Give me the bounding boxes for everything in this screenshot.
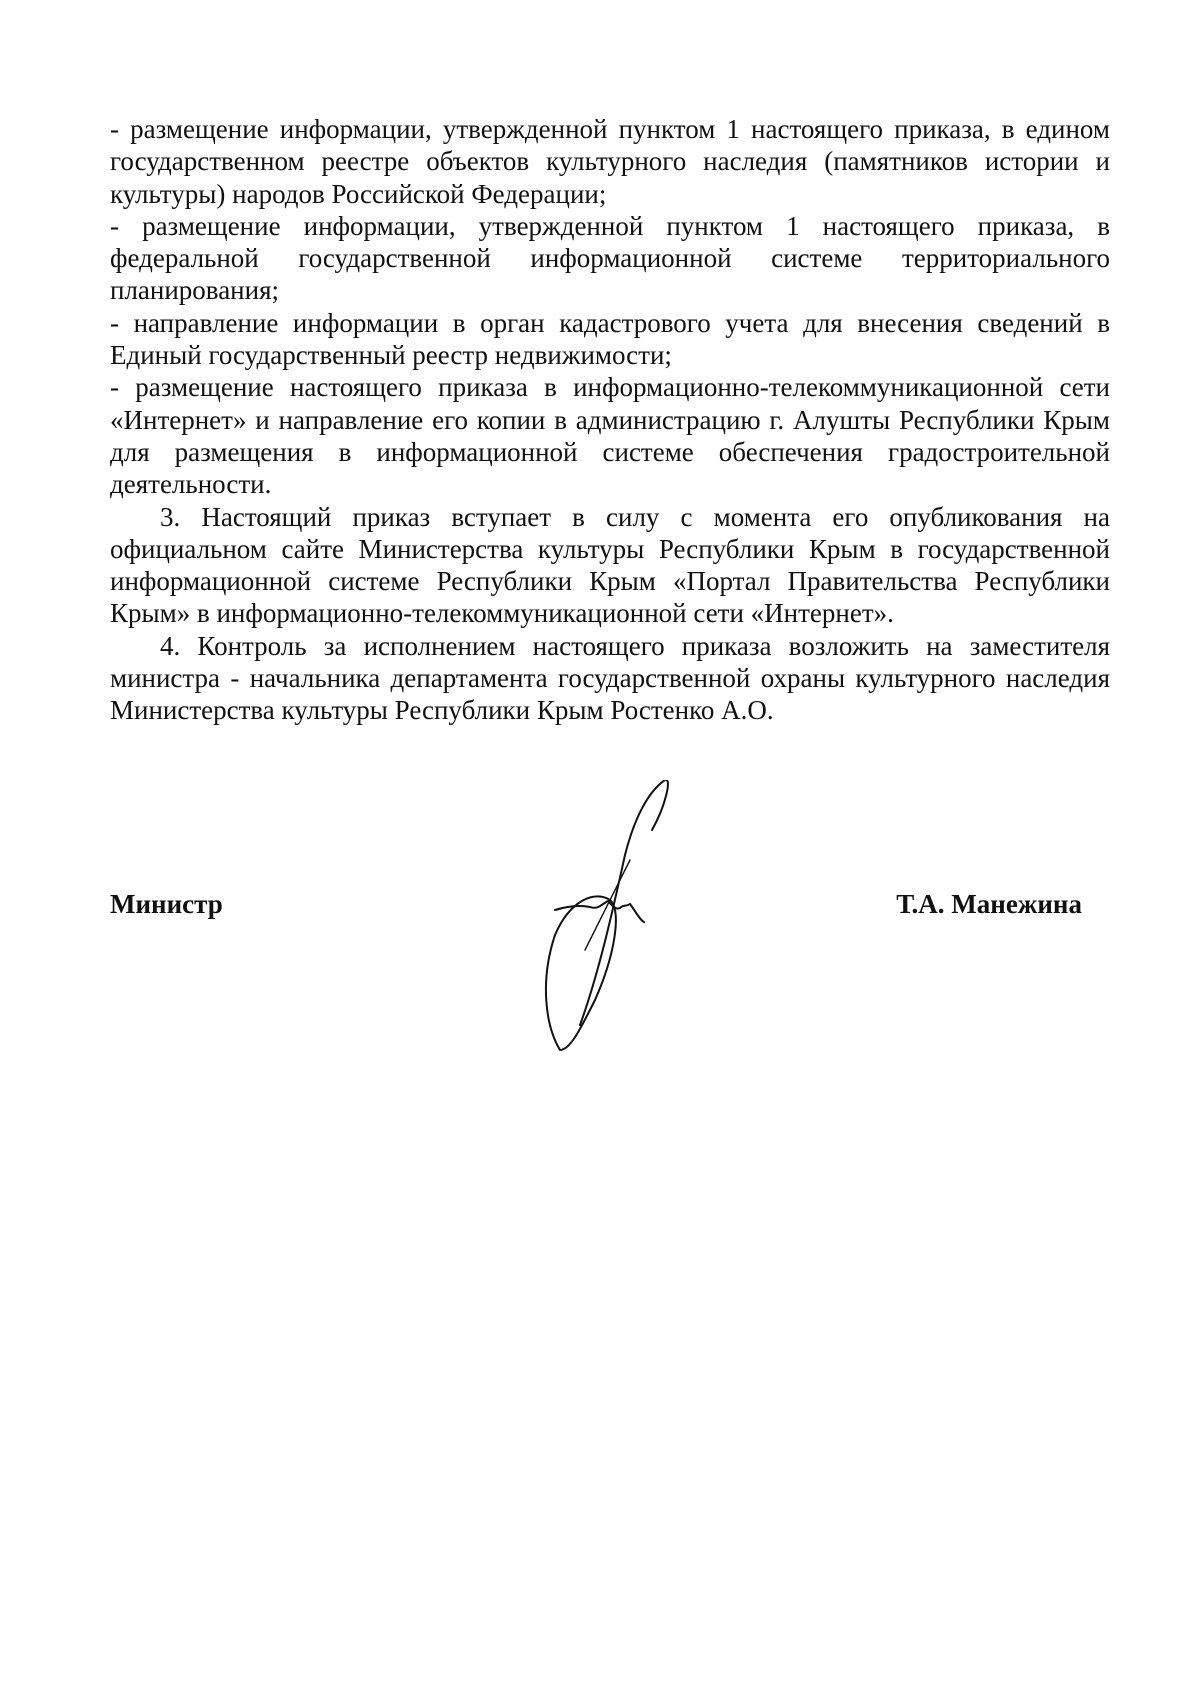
paragraph-item-4: 4. Контроль за исполнением настоящего приказа возложить на заместителя министра - начальника департамента государственной охраны культурного наследия Министерства культуры Республики Крым Ростенко А.О. <box>110 630 1110 726</box>
paragraph-bullet-internet: - размещение настоящего приказа в информационно-телекоммуникационной сети «Интернет» и направление его копии в администрацию г. Алушты Республики Крым для размещения в информационной системе обеспечения градостроительной деятельности. <box>110 372 1110 500</box>
paragraph-bullet-cadastre: - направление информации в орган кадастрового учета для внесения сведений в Единый государственный реестр недвижимости; <box>110 307 1110 371</box>
paragraph-bullet-fgis-tp: - размещение информации, утвержденной пунктом 1 настоящего приказа, в федеральной государственной информационной системе территориального планирования; <box>110 210 1110 306</box>
paragraph-item-3: 3. Настоящий приказ вступает в силу с момента его опубликования на официальном сайте Министерства культуры Республики Крым в государственной информационной системе Республики Крым «Портал Правительства Республики Крым» в информационно-телекоммуникационной сети «Интернет». <box>110 501 1110 629</box>
paragraph-bullet-egrokn: - размещение информации, утвержденной пунктом 1 настоящего приказа, в едином государственном реестре объектов культурного наследия (памятников истории и культуры) народов Российской Федерации; <box>110 114 1110 209</box>
signer-name: Т.А. Манежина <box>896 889 1082 919</box>
handwritten-signature <box>540 780 720 1060</box>
document-body <box>110 113 1110 727</box>
signer-position: Министр <box>110 889 223 919</box>
